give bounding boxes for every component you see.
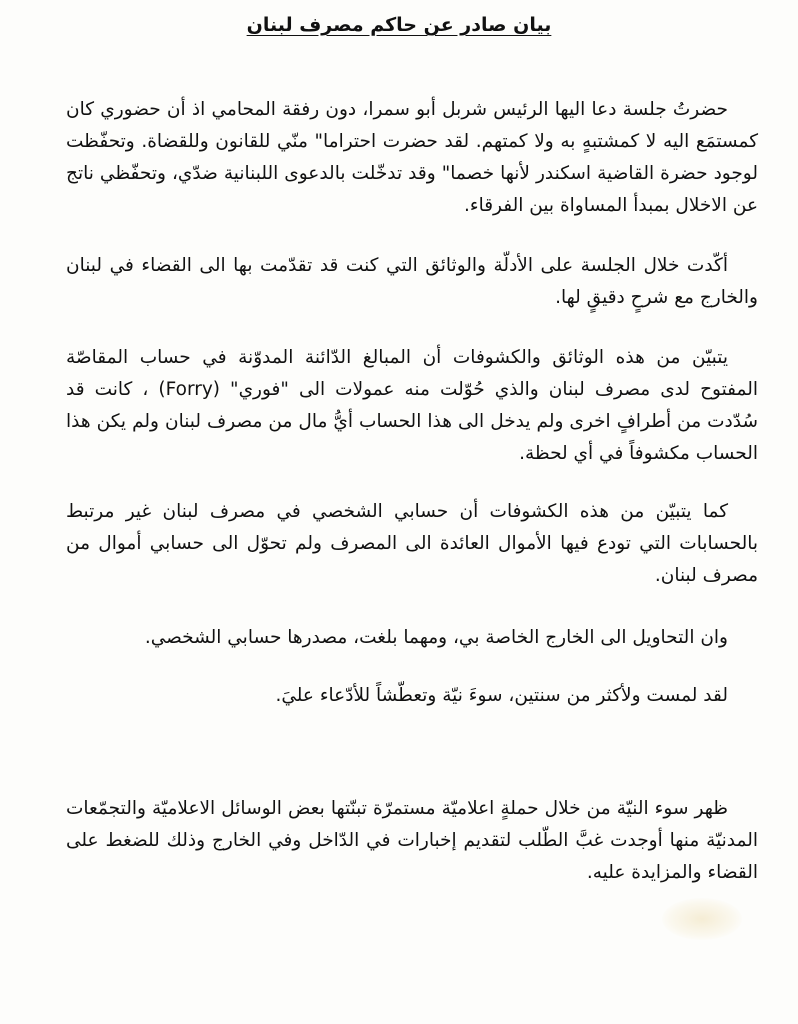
paragraph-personal-account (66, 496, 758, 592)
paragraph-text: يتبيّن من هذه الوثائق والكشوفات أن المبالغ الدّائنة المدوّنة في حساب المقاصّة المفتوح لدى مصرف لبنان والذي حُوّلت منه عمولات الى "فوري" (Forry) ، كانت قد سُدّدت من أطرافٍ اخرى ولم يدخل الى هذا الحساب أيُّ مال من مصرف لبنان ولم يكن هذا الحساب مكشوفاً في أي لحظة. (66, 347, 758, 464)
paragraph-text: كما يتبيّن من هذه الكشوفات أن حسابي الشخصي في مصرف لبنان غير مرتبط بالحسابات التي تودع فيها الأموال العائدة الى المصرف ولم تحوّل الى حسابي أموال من مصرف لبنان. (66, 501, 758, 586)
paragraph-text: وان التحاويل الى الخارج الخاصة بي، ومهما بلغت، مصدرها حسابي الشخصي. (144, 627, 728, 648)
document-title: بيان صادر عن حاكم مصرف لبنان (246, 14, 552, 36)
paragraph-media-campaign (66, 793, 758, 889)
paragraph-transfers (66, 622, 758, 654)
paragraph-attendance (66, 94, 758, 222)
paragraph-text: ظهر سوء النيّة من خلال حملةٍ اعلاميّة مستمرّة تبنّتها بعض الوسائل الاعلاميّة والتجمّعات المدنيّة منها أوجدت غبَّ الطّلب لتقديم إخبارات في الدّاخل وفي الخارج وذلك للضغط على القضاء والمزايدة عليه. (66, 798, 758, 883)
paragraph-evidence (66, 250, 758, 314)
paragraph-text: حضرتُ جلسة دعا اليها الرئيس شربل أبو سمرا، دون رفقة المحامي اذ أن حضوري كان كمستمَع اليه لا كمشتبهٍ به ولا كمتهم. لقد حضرت احتراما" منّي للقانون وللقضاة. وتحفّظت لوجود حضرة القاضية اسكندر لأنها خصما" وقد تدخّلت بالدعوى اللبنانية ضدّي، وتحفّظي ناتج عن الاخلال بمبدأ المساواة بين الفرقاء. (66, 99, 758, 216)
paragraph-text: أكّدت خلال الجلسة على الأدلّة والوثائق التي كنت قد تقدّمت بها الى القضاء في لبنان والخارج مع شرحٍ دقيقٍ لها. (66, 255, 758, 308)
paper-stain (662, 898, 742, 940)
paragraph-clearing-account (66, 342, 758, 470)
paragraph-text: لقد لمست ولأكثر من سنتين، سوءَ نيّة وتعطّشاً للأدّعاء عليَ. (275, 685, 728, 706)
paragraph-bad-faith (66, 680, 758, 712)
